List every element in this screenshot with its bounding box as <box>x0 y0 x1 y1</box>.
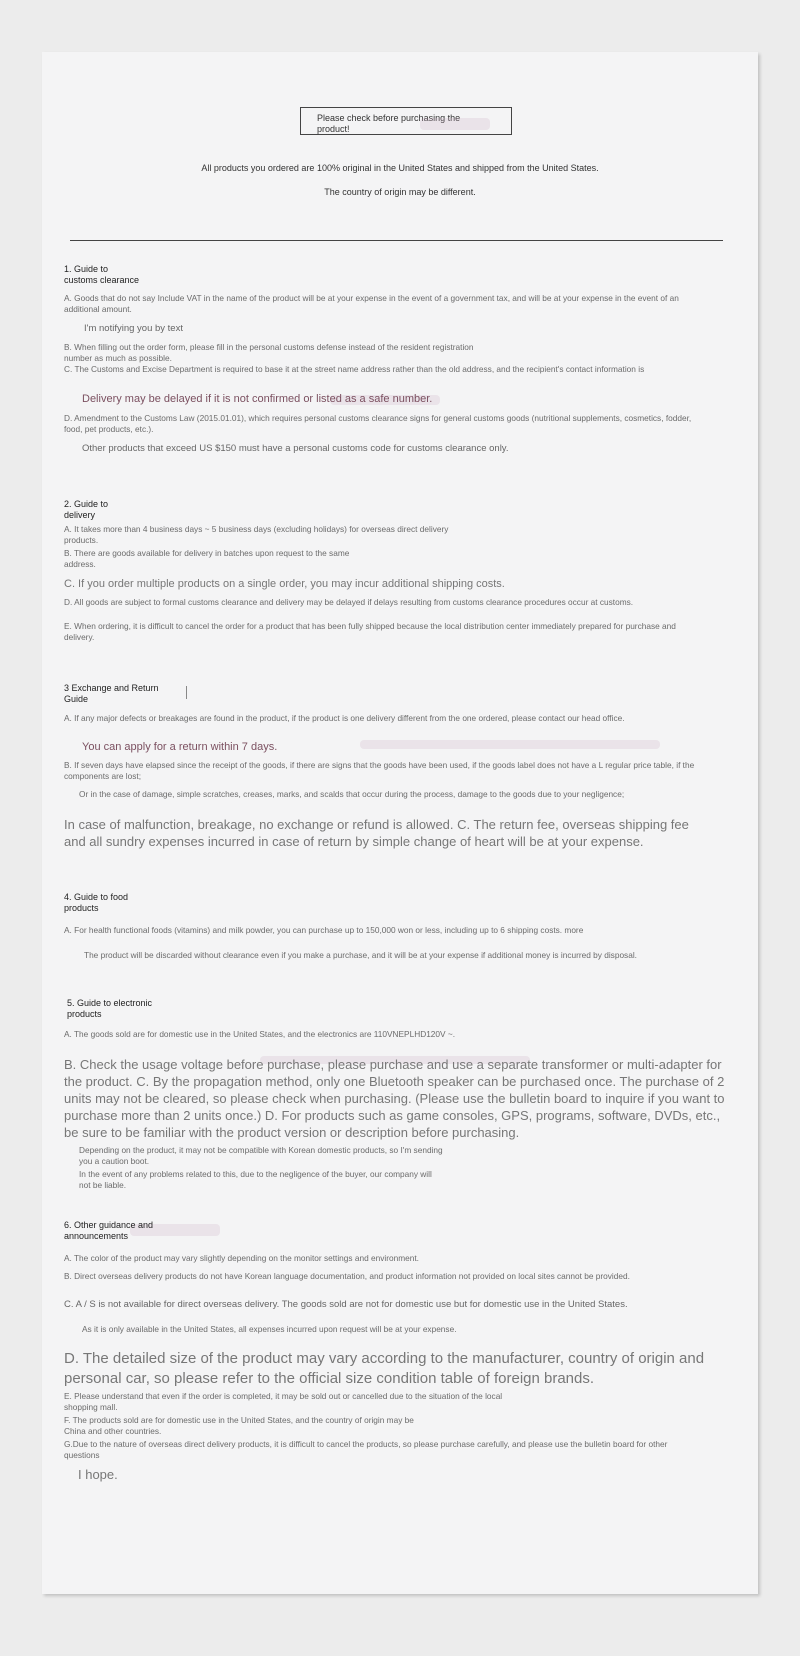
electronic-item-b: B. Check the usage voltage before purchase, please purchase and use a separate transformer or multi-adapter for the product. C. By the propagation method, only one Bluetooth speaker can be purchased once. The purchase of 2 units may not be cleared, so please check when purchasing. (Please use the bulletin board to inquire if you want to purchase more than 2 units once.) D. For products such as game consoles, GPS, programs, software, DVDs, etc., be sure to be familiar with the product version or description before purchasing. <box>64 1057 725 1140</box>
other-item-g: G.Due to the nature of overseas direct delivery products, it is difficult to cancel the products, so please purchase carefully, and please use the bulletin board for other questions <box>64 1439 668 1460</box>
customs-item-b-line2: number as much as possible. <box>64 353 172 363</box>
customs-note-c: Delivery may be delayed if it is not confirmed or listed as a safe number. <box>82 393 433 405</box>
customs-note-d: Other products that exceed US $150 must have a personal customs code for customs clearance only. <box>82 443 509 454</box>
smear <box>360 740 660 749</box>
customs-item-d: D. Amendment to the Customs Law (2015.01.01), which requires personal customs clearance signs for general customs goods (nutritional supplements, cosmetics, fodder, food, pet products, etc.). <box>64 413 692 434</box>
electronic-note-1: Depending on the product, it may not be compatible with Korean domestic products, so I'm sending <box>79 1145 443 1155</box>
delivery-item-b-line1: B. There are goods available for delivery in batches upon request to the same <box>64 548 350 558</box>
other-item-b: B. Direct overseas delivery products do not have Korean language documentation, and product information not provided on local sites cannot be provided. <box>64 1271 630 1281</box>
notice-line-2: The country of origin may be different. <box>324 187 476 197</box>
other-item-a: A. The color of the product may vary slightly depending on the monitor settings and environment. <box>64 1253 419 1263</box>
exchange-note-b: Or in the case of damage, simple scratches, creases, marks, and scalds that occur during the process, damage to the goods due to your negligence; <box>79 789 625 799</box>
customs-note-a: I'm notifying you by text <box>84 323 183 334</box>
exchange-item-c: In case of malfunction, breakage, no exchange or refund is allowed. C. The return fee, overseas shipping fee and all sundry expenses incurred in case of return by simple change of heart will be at your expense. <box>64 817 689 849</box>
other-item-f-line1: F. The products sold are for domestic use in the United States, and the country of origin may be <box>64 1415 414 1425</box>
customs-item-b-line1: B. When filling out the order form, please fill in the personal customs defense instead of the resident registration <box>64 342 474 352</box>
delivery-item-c: C. If you order multiple products on a single order, you may incur additional shipping costs. <box>64 578 505 590</box>
exchange-item-a: A. If any major defects or breakages are found in the product, if the product is one delivery different from the one ordered, please contact our head office. <box>64 713 625 723</box>
electronic-item-a: A. The goods sold are for domestic use in the United States, and the electronics are 110VNEPLHD120V ~. <box>64 1029 456 1039</box>
delivery-item-a-line1: A. It takes more than 4 business days ~ 5 business days (excluding holidays) for overseas direct delivery <box>64 524 449 534</box>
electronic-note-4: not be liable. <box>79 1180 127 1190</box>
closing-text: I hope. <box>78 1467 118 1482</box>
other-item-c: C. A / S is not available for direct overseas delivery. The goods sold are not for domestic use but for domestic use in the United States. <box>64 1299 628 1310</box>
electronic-note-2: you a caution boot. <box>79 1156 150 1166</box>
section-5-heading: 5. Guide to electronic products <box>67 998 153 1019</box>
customs-item-a: A. Goods that do not say Include VAT in the name of the product will be at your expense in the event of a government tax, and will be at your expense in the event of an additional amount. <box>64 293 679 314</box>
exchange-item-b: B. If seven days have elapsed since the receipt of the goods, if there are signs that the goods have been used, if the goods label does not have a L regular price table, if the components are lost; <box>64 760 695 781</box>
other-item-e-line2: shopping mall. <box>64 1402 118 1412</box>
notice-title: Please check before purchasing the product! <box>317 113 461 134</box>
notice-line-1: All products you ordered are 100% original in the United States and shipped from the United States. <box>201 163 599 173</box>
other-item-f-line2: China and other countries. <box>64 1426 162 1436</box>
exchange-note-a: You can apply for a return within 7 days. <box>82 741 278 753</box>
text-cursor <box>186 686 187 699</box>
delivery-item-e: E. When ordering, it is difficult to cancel the order for a product that has been fully shipped because the local distribution center immediately prepared for purchase and delivery. <box>64 621 676 642</box>
food-item-a: A. For health functional foods (vitamins) and milk powder, you can purchase up to 150,000 won or less, including up to 6 shipping costs. more <box>64 925 584 935</box>
smear <box>420 118 490 130</box>
delivery-item-d: D. All goods are subject to formal customs clearance and delivery may be delayed if delays resulting from customs clearance procedures occur at customs. <box>64 597 634 607</box>
other-item-e-line1: E. Please understand that even if the order is completed, it may be sold out or cancelled due to the situation of the local <box>64 1391 503 1401</box>
food-note-a: The product will be discarded without clearance even if you make a purchase, and it will be at your expense if additional money is incurred by disposal. <box>84 950 637 960</box>
section-2-heading: 2. Guide to delivery <box>64 499 109 520</box>
delivery-item-a-line2: products. <box>64 535 99 545</box>
electronic-note-3: In the event of any problems related to this, due to the negligence of the buyer, our company will <box>79 1169 432 1179</box>
section-6-heading: 6. Other guidance and announcements <box>64 1220 154 1241</box>
other-note-c: As it is only available in the United States, all expenses incurred upon request will be at your expense. <box>82 1324 457 1334</box>
other-item-d: D. The detailed size of the product may vary according to the manufacturer, country of origin and personal car, so please refer to the official size condition table of foreign brands. <box>64 1350 705 1387</box>
customs-item-c: C. The Customs and Excise Department is required to base it at the street name address rather than the old address, and the recipient's contact information is <box>64 364 645 374</box>
section-1-heading: 1. Guide to customs clearance <box>64 264 140 285</box>
divider <box>70 240 723 241</box>
delivery-item-b-line2: address. <box>64 559 96 569</box>
section-4-heading: 4. Guide to food products <box>64 892 129 913</box>
section-3-heading: 3 Exchange and Return Guide <box>64 683 159 704</box>
